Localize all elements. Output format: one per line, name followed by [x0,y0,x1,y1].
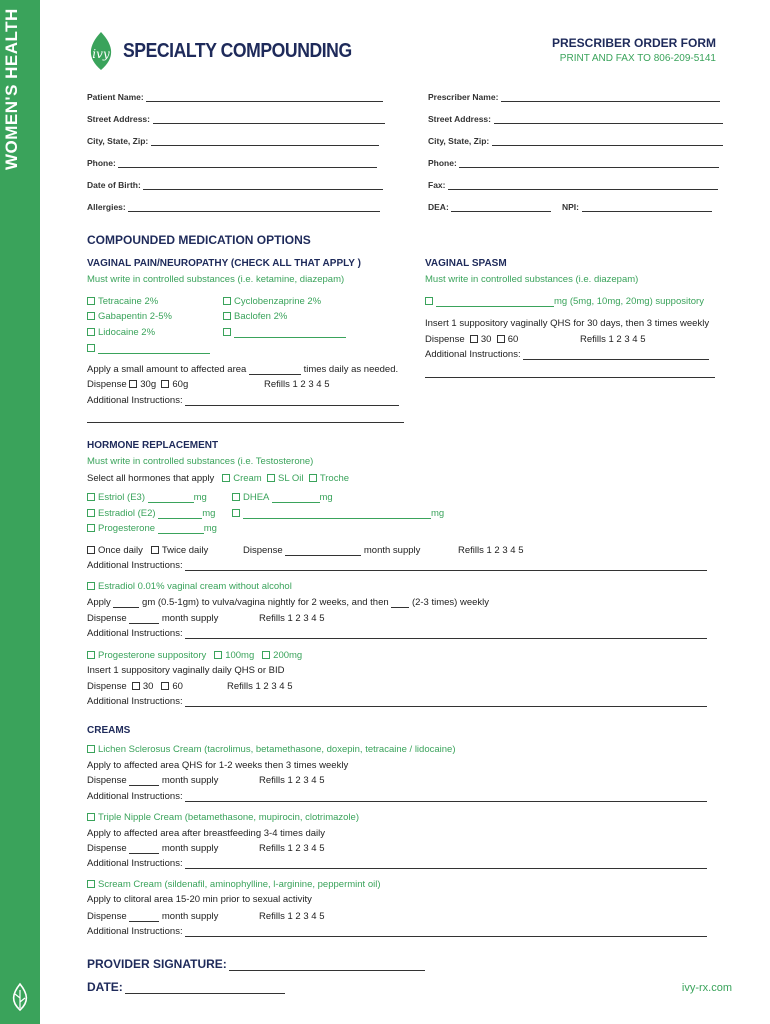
lichen-addl-label: Additional Instructions: [87,791,183,802]
prescriber-fax-field[interactable] [448,181,718,190]
brand-name: SPECIALTY COMPOUNDING [123,40,352,62]
troche-label: Troche [319,473,350,484]
patient-address-row [87,114,385,124]
lichen-addl-row [87,791,707,802]
spasm-addl-label: Additional Instructions: [425,349,521,360]
prog-supp-dispense-row [87,681,183,692]
nipple-dispense-field[interactable] [129,845,159,854]
sloil-checkbox[interactable] [267,474,275,482]
estradiol-cream-addl-label: Additional Instructions: [87,628,183,639]
patient-phone-field[interactable] [118,159,377,168]
estradiol-cream-label: Estradiol 0.01% vaginal cream without alcohol [98,581,292,592]
pain-dispense-row [87,379,188,390]
scream-cream-option[interactable] [87,879,380,890]
nipple-cream-apply: Apply to affected area after breastfeeding 3-4 times daily [87,828,325,839]
estradiol-cream-month-label: month supply [161,613,219,624]
prescriber-address-field[interactable] [494,115,723,124]
patient-phone-row [87,158,377,168]
vaginal-pain-note: Must write in controlled substances (i.e. ketamine, diazepam) [87,274,345,285]
scream-addl-row [87,926,707,937]
pain-refills[interactable]: Refills 1 2 3 4 5 [264,379,330,390]
spasm-30-checkbox[interactable] [470,335,478,343]
estriol-mg-unit: mg [193,492,207,503]
prog-supp-checkbox[interactable] [87,651,95,659]
patient-allergies-field[interactable] [128,203,380,212]
lichen-cream-checkbox[interactable] [87,745,95,753]
scream-refills[interactable]: Refills 1 2 3 4 5 [259,911,325,922]
prescriber-city-row [428,136,723,146]
spasm-addl-row [425,349,709,360]
patient-allergies-label: Allergies: [87,202,126,212]
spasm-60-checkbox[interactable] [497,335,505,343]
prescriber-phone-row [428,158,719,168]
lichen-dispense-field[interactable] [129,777,159,786]
scream-cream-checkbox[interactable] [87,880,95,888]
baclofen-option[interactable] [223,311,287,322]
options-title: COMPOUNDED MEDICATION OPTIONS [87,233,311,247]
prog-supp-60-label: 60 [172,681,183,692]
tetracaine-checkbox[interactable] [87,297,95,305]
scream-dispense-label: Dispense [87,911,127,922]
prescriber-name-row [428,92,720,102]
hormone-refills[interactable]: Refills 1 2 3 4 5 [458,545,524,556]
prog-supp-dispense-label: Dispense [87,681,127,692]
pain-addl-line2[interactable] [87,413,404,423]
pain-60g-label: 60g [172,379,189,390]
hormone-select-label: Select all hormones that apply [87,473,215,484]
spasm-refills[interactable]: Refills 1 2 3 4 5 [580,334,646,345]
lichen-cream-apply: Apply to affected area QHS for 1-2 weeks then 3 times weekly [87,760,349,771]
hormone-dispense-row [243,545,420,556]
prog-supp-addl-field[interactable] [185,698,707,707]
lidocaine-option[interactable] [87,327,155,338]
signature-label: PROVIDER SIGNATURE: [87,957,227,971]
twice-daily-label: Twice daily [161,545,209,556]
signature-row [87,957,425,971]
prog-supp-30-checkbox[interactable] [132,682,140,690]
progesterone-option[interactable] [87,523,217,534]
hormone-note: Must write in controlled substances (i.e. Testosterone) [87,456,314,467]
gabapentin-checkbox[interactable] [87,312,95,320]
lichen-dispense-row [87,775,218,786]
gabapentin-label: Gabapentin 2-5% [98,311,172,322]
progesterone-mg-field[interactable] [158,525,204,534]
spasm-60-label: 60 [507,334,519,345]
hormone-title: HORMONE REPLACEMENT [87,440,219,451]
nipple-refills[interactable]: Refills 1 2 3 4 5 [259,843,325,854]
prog-supp-addl-row [87,696,707,707]
pain-addl-row [87,395,399,406]
prescriber-fax-label: Fax: [428,180,446,190]
nipple-month-label: month supply [161,843,219,854]
hormone-other-checkbox[interactable] [232,509,240,517]
lichen-refills[interactable]: Refills 1 2 3 4 5 [259,775,325,786]
pain-apply-row [87,364,398,375]
estradiol-cream-checkbox[interactable] [87,582,95,590]
website-link[interactable]: ivy-rx.com [681,982,732,994]
patient-name-field[interactable] [146,93,383,102]
estriol-checkbox[interactable] [87,493,95,501]
prescriber-city-field[interactable] [492,137,723,146]
cyclobenzaprine-label: Cyclobenzaprine 2% [234,296,322,307]
estradiol-cream-apply-label: Apply [87,597,111,608]
pain-other-option[interactable] [87,343,210,354]
estradiol-cream-refills[interactable]: Refills 1 2 3 4 5 [259,613,325,624]
pain-30g-checkbox[interactable] [129,380,137,388]
lidocaine-checkbox[interactable] [87,328,95,336]
lichen-cream-option[interactable] [87,744,456,755]
estradiol-cream-times-field[interactable] [391,599,409,608]
scream-cream-apply: Apply to clitoral area 15-20 min prior to sexual activity [87,894,312,905]
prescriber-phone-field[interactable] [459,159,719,168]
estradiol-cream-apply-text2: (2-3 times) weekly [411,597,490,608]
patient-address-label: Street Address: [87,114,150,124]
nipple-cream-option[interactable] [87,812,359,823]
hormone-addl-field[interactable] [185,562,707,571]
patient-phone-label: Phone: [87,158,116,168]
estriol-mg-field[interactable] [148,494,194,503]
estradiol-cream-apply-row [87,597,489,608]
lichen-month-label: month supply [161,775,219,786]
vaginal-pain-title: VAGINAL PAIN/NEUROPATHY (CHECK ALL THAT APPLY ) [87,258,361,269]
patient-dob-field[interactable] [143,181,383,190]
nipple-addl-label: Additional Instructions: [87,858,183,869]
patient-city-row [87,136,379,146]
estradiol-cream-option[interactable] [87,581,292,592]
fax-line: PRINT AND FAX TO 806-209-5141 [559,53,716,64]
dhea-mg-unit: mg [319,492,333,503]
prog-supp-addl-label: Additional Instructions: [87,696,183,707]
pain-addl-label: Additional Instructions: [87,395,183,406]
hormone-addl-label: Additional Instructions: [87,560,183,571]
once-daily-label: Once daily [98,545,143,556]
prog-supp-insert: Insert 1 suppository vaginally daily QHS or BID [87,665,285,676]
hormone-other-mg-unit: mg [431,508,445,519]
baclofen-label: Baclofen 2% [234,311,288,322]
prescriber-city-label: City, State, Zip: [428,136,490,146]
cream-checkbox[interactable] [222,474,230,482]
prescriber-name-label: Prescriber Name: [428,92,499,102]
sloil-label: SL Oil [278,473,304,484]
date-label: DATE: [87,980,123,994]
pain-other2-field[interactable] [234,329,346,338]
spasm-option[interactable] [425,296,704,307]
estradiol-cream-addl-row [87,628,707,639]
prog-supp-30-label: 30 [142,681,154,692]
nipple-dispense-row [87,843,218,854]
spasm-option-label: mg (5mg, 10mg, 20mg) suppository [554,296,704,307]
prescriber-dea-row [428,202,551,212]
patient-address-field[interactable] [153,115,385,124]
sidebar [0,0,40,1024]
pain-60g-checkbox[interactable] [161,380,169,388]
nipple-cream-checkbox[interactable] [87,813,95,821]
ivy-logo-icon [84,30,118,72]
signature-field[interactable] [229,960,425,971]
lichen-dispense-label: Dispense [87,775,127,786]
prog-supp-label: Progesterone suppository [98,650,207,661]
nipple-addl-field[interactable] [185,860,707,869]
patient-name-label: Patient Name: [87,92,144,102]
ivy-leaf-icon [8,982,32,1012]
prescriber-phone-label: Phone: [428,158,457,168]
prescriber-npi-field[interactable] [582,203,712,212]
spasm-addl-field[interactable] [523,351,709,360]
pain-30g-label: 30g [140,379,157,390]
estradiol-cream-addl-field[interactable] [185,630,707,639]
prescriber-npi-label: NPI: [562,202,579,212]
patient-name-row [87,92,383,102]
hormone-addl-row [87,560,707,571]
dhea-option[interactable] [232,492,333,503]
vaginal-spasm-note: Must write in controlled substances (i.e. diazepam) [425,274,639,285]
estradiol-cream-gm-field[interactable] [113,599,139,608]
estradiol-cream-dispense-label: Dispense [87,613,127,624]
pain-apply-text2: times daily as needed. [303,364,399,375]
scream-month-label: month supply [161,911,219,922]
spasm-insert: Insert 1 suppository vaginally QHS for 30 days, then 3 times weekly [425,318,710,329]
scream-dispense-field[interactable] [129,913,159,922]
lichen-addl-field[interactable] [185,793,707,802]
lidocaine-label: Lidocaine 2% [98,327,156,338]
prog-100mg-checkbox[interactable] [214,651,222,659]
date-field[interactable] [125,983,285,994]
patient-allergies-row [87,202,380,212]
dhea-label: DHEA [243,492,269,503]
hormone-month-label: month supply [363,545,421,556]
estradiol-option[interactable] [87,508,215,519]
prescriber-dea-field[interactable] [451,203,551,212]
prescriber-name-field[interactable] [501,93,720,102]
hormone-other-field[interactable] [243,510,431,519]
dhea-checkbox[interactable] [232,493,240,501]
nipple-dispense-label: Dispense [87,843,127,854]
pain-other2-option[interactable] [223,327,346,338]
scream-cream-label: Scream Cream (sildenafil, aminophylline, l-arginine, peppermint oil) [98,879,381,890]
prescriber-address-label: Street Address: [428,114,491,124]
progesterone-mg-unit: mg [203,523,217,534]
sidebar-title: WOMEN'S HEALTH [2,8,21,170]
date-row [87,980,285,994]
cyclobenzaprine-option[interactable] [223,296,321,307]
estradiol-cream-apply-text: gm (0.5-1gm) to vulva/vagina nightly for 2 weeks, and then [142,597,389,608]
twice-daily-checkbox[interactable] [151,546,159,554]
tetracaine-label: Tetracaine 2% [98,296,159,307]
progesterone-label: Progesterone [98,523,156,534]
patient-city-label: City, State, Zip: [87,136,149,146]
spasm-30-label: 30 [480,334,492,345]
troche-checkbox[interactable] [309,474,317,482]
estradiol-label: Estradiol (E2) [98,508,156,519]
prog-100mg-label: 100mg [225,650,255,661]
patient-dob-row [87,180,383,190]
estradiol-mg-unit: mg [202,508,216,519]
spasm-checkbox[interactable] [425,297,433,305]
hormone-dispense-field[interactable] [285,547,361,556]
hormone-other-option[interactable] [232,508,444,519]
prescriber-fax-row [428,180,718,190]
estradiol-cream-dispense-field[interactable] [129,615,159,624]
scream-addl-label: Additional Instructions: [87,926,183,937]
pain-other-field[interactable] [98,345,210,354]
pain-dispense-label: Dispense [87,379,127,390]
prescriber-npi-row [562,202,712,212]
prog-supp-option[interactable] [87,650,302,661]
progesterone-checkbox[interactable] [87,524,95,532]
spasm-dispense-row [425,334,518,345]
prescriber-address-row [428,114,723,124]
prog-200mg-checkbox[interactable] [262,651,270,659]
prescriber-dea-label: DEA: [428,202,449,212]
baclofen-checkbox[interactable] [223,312,231,320]
pain-other-checkbox[interactable] [87,344,95,352]
form-title: PRESCRIBER ORDER FORM [551,36,716,50]
prog-200mg-label: 200mg [273,650,303,661]
patient-dob-label: Date of Birth: [87,180,141,190]
vaginal-spasm-title: VAGINAL SPASM [425,258,507,269]
pain-addl-field[interactable] [185,397,399,406]
estriol-label: Estriol (E3) [98,492,145,503]
once-daily-checkbox[interactable] [87,546,95,554]
cream-label: Cream [233,473,262,484]
nipple-addl-row [87,858,707,869]
prog-supp-refills[interactable]: Refills 1 2 3 4 5 [227,681,293,692]
pain-times-field[interactable] [249,366,301,375]
hormone-dispense-label: Dispense [243,545,283,556]
estradiol-cream-dispense-row [87,613,218,624]
spasm-addl-line2[interactable] [425,368,715,378]
spasm-dispense-label: Dispense [425,334,465,345]
dhea-mg-field[interactable] [272,494,320,503]
gabapentin-option[interactable] [87,311,172,322]
prog-supp-60-checkbox[interactable] [161,682,169,690]
spasm-mg-field[interactable] [436,298,554,307]
nipple-cream-label: Triple Nipple Cream (betamethasone, mupirocin, clotrimazole) [98,812,359,823]
creams-title: CREAMS [87,725,131,736]
hormone-select-row [87,473,349,484]
pain-other2-checkbox[interactable] [223,328,231,336]
scream-addl-field[interactable] [185,928,707,937]
patient-city-field[interactable] [151,137,379,146]
estradiol-mg-field[interactable] [158,510,202,519]
tetracaine-option[interactable] [87,296,158,307]
scream-dispense-row [87,911,218,922]
svg-text:ivy: ivy [92,47,110,61]
cyclobenzaprine-checkbox[interactable] [223,297,231,305]
estriol-option[interactable] [87,492,207,503]
estradiol-checkbox[interactable] [87,509,95,517]
hormone-freq-row [87,545,208,556]
pain-apply-text: Apply a small amount to affected area [87,364,247,375]
lichen-cream-label: Lichen Sclerosus Cream (tacrolimus, betamethasone, doxepin, tetracaine / lidocaine) [98,744,456,755]
